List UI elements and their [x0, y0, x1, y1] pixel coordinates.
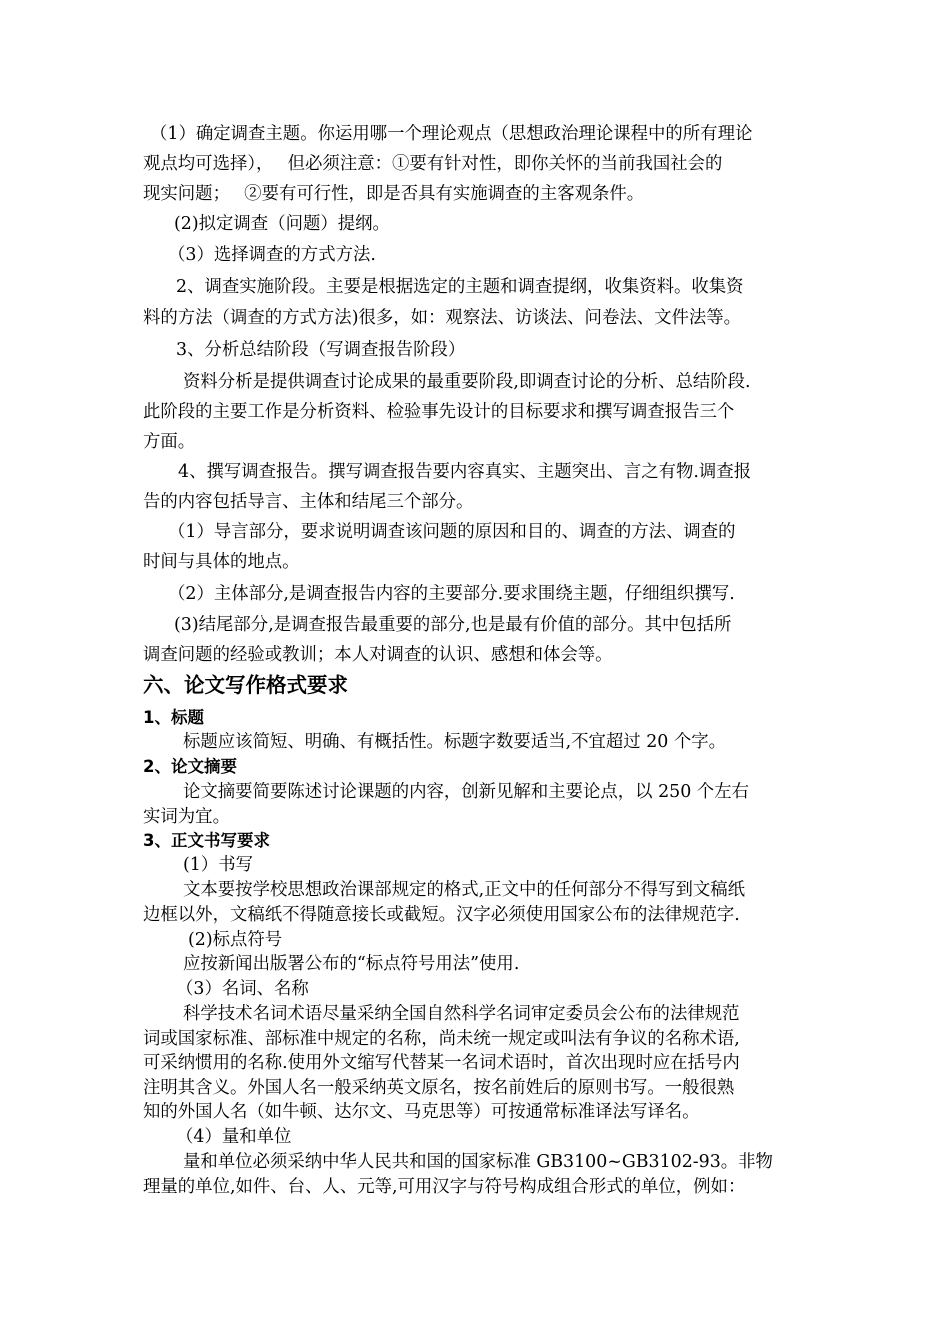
paragraph-line: 知的外国人名（如牛顿、达尔文、马克思等）可按通常标准译法写译名。	[143, 1102, 700, 1122]
paragraph-line: 边框以外，文稿纸不得随意接长或截短。汉字必须使用国家公布的法律规范字.	[143, 905, 740, 925]
paragraph-line: （1）确定调查主题。你运用哪一个理论观点（思想政治理论课程中的所有理论	[150, 124, 753, 144]
subsection-heading: 2、论文摘要	[143, 757, 237, 776]
paragraph-line: 时间与具体的地点。	[143, 552, 300, 572]
sub-label: (2)标点符号	[188, 930, 283, 950]
paragraph-line: 应按新闻出版署公布的“标点符号用法”使用.	[183, 954, 520, 974]
sub-label: (1）书写	[183, 855, 254, 875]
paragraph-line: 文本要按学校思想政治课部规定的格式,正文中的任何部分不得写到文稿纸	[183, 880, 746, 900]
paragraph-line: （1）导言部分，要求说明调查该问题的原因和目的、调查的方法、调查的	[168, 522, 736, 542]
paragraph-line: 可采纳惯用的名称.使用外文缩写代替某一名词术语时，首次出现时应在括号内	[143, 1053, 740, 1073]
subsection-heading: 1、标题	[143, 708, 204, 727]
paragraph-line: 方面。	[143, 432, 196, 452]
paragraph-line: 告的内容包括导言、主体和结尾三个部分。	[143, 492, 474, 512]
paragraph-line: 词或国家标准、部标准中规定的名称，尚未统一规定或叫法有争议的名称术语,	[143, 1029, 740, 1049]
paragraph-line: 理量的单位,如件、台、人、元等,可用汉字与符号构成组合形式的单位，例如：	[143, 1177, 746, 1197]
paragraph-line: 调查问题的经验或教训；本人对调查的认识、感想和体会等。	[143, 645, 613, 665]
paragraph-line: （2）主体部分,是调查报告内容的主要部分.要求围绕主题，仔细组织撰写.	[168, 584, 735, 604]
section-heading: 六、论文写作格式要求	[143, 673, 348, 697]
paragraph-line: 现实问题； ②要有可行性，即是否具有实施调查的主客观条件。	[143, 184, 645, 204]
paragraph-line: 3、分析总结阶段（写调查报告阶段）	[176, 340, 466, 360]
subsection-heading: 3、正文书写要求	[143, 831, 270, 850]
paragraph-line: 观点均可选择）， 但必须注意：①要有针对性，即你关怀的当前我国社会的	[143, 154, 723, 174]
paragraph-line: (3)结尾部分,是调查报告最重要的部分,也是最有价值的部分。其中包括所	[174, 615, 732, 635]
paragraph-line: 标题应该简短、明确、有概括性。标题字数要适当,不宜超过 20 个字。	[183, 732, 727, 752]
paragraph-line: 资料分析是提供调查讨论成果的最重要阶段,即调查讨论的分析、总结阶段.	[183, 372, 751, 392]
paragraph-line: 量和单位必须采纳中华人民共和国的国家标准 GB3100~GB3102-93。非物	[183, 1152, 773, 1172]
paragraph-line: 注明其含义。外国人名一般采纳英文原名，按名前姓后的原则书写。一般很熟	[143, 1078, 735, 1098]
paragraph-line: 料的方法（调查的方式方法)很多，如：观察法、访谈法、问卷法、文件法等。	[143, 308, 742, 328]
paragraph-line: 2、调查实施阶段。主要是根据选定的主题和调查提纲，收集资料。收集资	[176, 277, 744, 297]
paragraph-line: （3）选择调查的方式方法.	[168, 245, 376, 265]
paragraph-line: 实词为宜。	[143, 807, 230, 827]
paragraph-line: 4、撰写调查报告。撰写调查报告要内容真实、主题突出、言之有物.调查报	[178, 462, 752, 482]
sub-label: （3）名词、名称	[176, 979, 309, 999]
paragraph-line: 此阶段的主要工作是分析资料、检验事先设计的目标要求和撰写调查报告三个	[143, 402, 735, 422]
paragraph-line: 论文摘要简要陈述讨论课题的内容，创新见解和主要论点，以 250 个左右	[183, 782, 749, 802]
paragraph-line: 科学技术名词术语尽量采纳全国自然科学名词审定委员会公布的法律规范	[183, 1004, 740, 1024]
paragraph-line: (2)拟定调查（问题）提纲。	[174, 214, 390, 234]
sub-label: （4）量和单位	[176, 1127, 292, 1147]
